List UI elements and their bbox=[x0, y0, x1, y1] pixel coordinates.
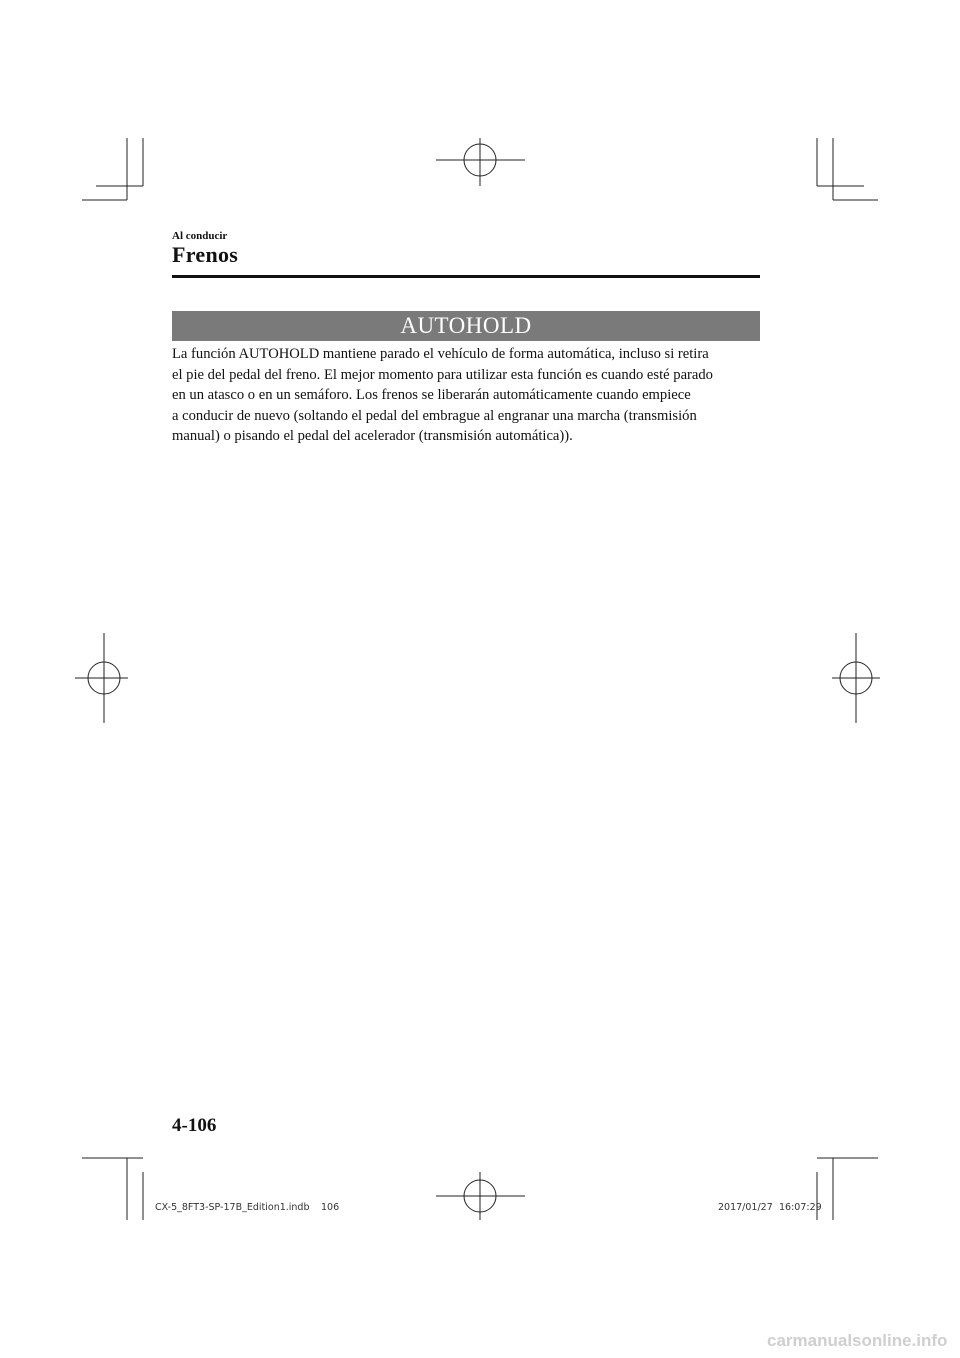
chapter-title: Frenos bbox=[172, 242, 239, 267]
section-label: Al conducir bbox=[172, 230, 228, 242]
footer-file-name: CX-5_8FT3-SP-17B_Edition1.indb bbox=[155, 1202, 310, 1213]
body-line: en un atasco o en un semáforo. Los frenos se liberarán automáticamente cuando empiece bbox=[172, 387, 691, 404]
watermark: carmanualsonline.info bbox=[767, 1331, 948, 1350]
page-number: 4-106 bbox=[172, 1115, 217, 1136]
title-rule bbox=[172, 275, 760, 278]
section-title-band bbox=[172, 311, 760, 341]
body-paragraph bbox=[172, 344, 764, 447]
body-line: manual) o pisando el pedal del acelerador (transmisión automática)). bbox=[172, 428, 573, 445]
footer-date: 2017/01/27 bbox=[718, 1202, 773, 1213]
body-line: La función AUTOHOLD mantiene parado el vehículo de forma automática, incluso si retira bbox=[172, 346, 709, 362]
body-line: el pie del pedal del freno. El mejor momento para utilizar esta función es cuando esté parado bbox=[172, 366, 713, 383]
footer-time: 16:07:29 bbox=[779, 1202, 822, 1213]
body-line: a conducir de nuevo (soltando el pedal del embrague al engranar una marcha (transmisión bbox=[172, 407, 697, 424]
footer-file-page: 106 bbox=[321, 1202, 340, 1213]
section-title: AUTOHOLD bbox=[400, 313, 532, 338]
